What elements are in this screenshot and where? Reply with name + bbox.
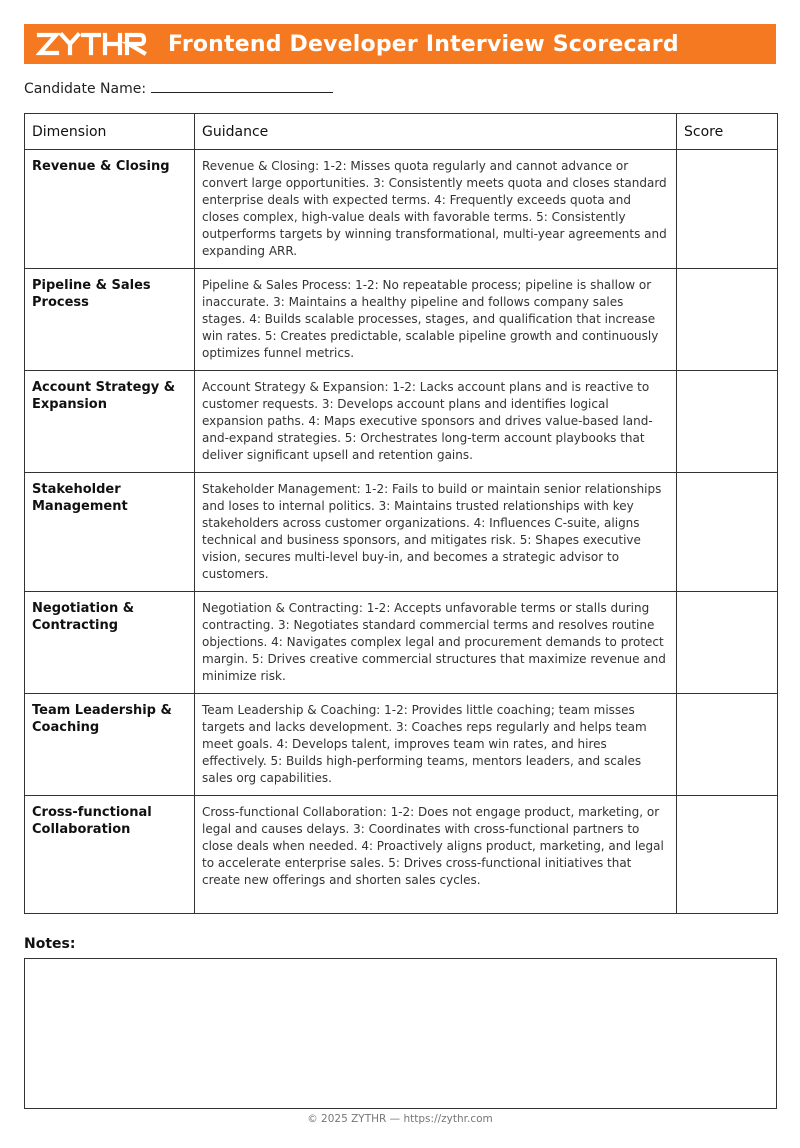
table-row bbox=[25, 371, 778, 473]
score-cell[interactable] bbox=[677, 796, 778, 914]
guidance-cell: Account Strategy & Expansion: 1-2: Lacks account plans and is reactive to customer requests. 3: Develops account plans and identifies logical expansion paths. 4: Maps executive sponsors and drives value-based land-and-expand strategies. 5: Orchestrates long-term account playbooks that deliver significant upsell and retention gains. bbox=[195, 371, 677, 473]
dimension-cell: Revenue & Closing bbox=[25, 150, 195, 269]
table-row bbox=[25, 269, 778, 371]
notes-label: Notes: bbox=[24, 936, 76, 952]
guidance-cell: Cross-functional Collaboration: 1-2: Does not engage product, marketing, or legal and causes delays. 3: Coordinates with cross-functional partners to close deals when needed. 4: Proactively aligns product, marketing, and legal to accelerate enterprise sales. 5: Drives cross-functional initiatives that create new offerings and shorten sales cycles. bbox=[195, 796, 677, 914]
zythr-logo-mark bbox=[36, 30, 148, 58]
guidance-cell: Pipeline & Sales Process: 1-2: No repeatable process; pipeline is shallow or inaccurate. 3: Maintains a healthy pipeline and follows company sales stages. 4: Builds scalable processes, stages, and qualification that increase win rates. 5: Creates predictable, scalable pipeline growth and continuously optimizes funnel metrics. bbox=[195, 269, 677, 371]
guidance-cell: Negotiation & Contracting: 1-2: Accepts unfavorable terms or stalls during contracting. 3: Negotiates standard commercial terms and resolves routine objections. 4: Navigates complex legal and procurement demands to protect margin. 5: Drives creative commercial structures that maximize revenue and minimize risk. bbox=[195, 592, 677, 694]
score-cell[interactable] bbox=[677, 269, 778, 371]
table-row bbox=[25, 694, 778, 796]
dimension-cell: Account Strategy & Expansion bbox=[25, 371, 195, 473]
score-cell[interactable] bbox=[677, 371, 778, 473]
page-title: Frontend Developer Interview Scorecard bbox=[168, 31, 679, 57]
dimension-cell: Pipeline & Sales Process bbox=[25, 269, 195, 371]
table-row bbox=[25, 796, 778, 914]
dimension-cell: Stakeholder Management bbox=[25, 473, 195, 592]
table-row bbox=[25, 473, 778, 592]
scorecard-table bbox=[24, 113, 778, 914]
score-cell[interactable] bbox=[677, 694, 778, 796]
table-header-row bbox=[25, 114, 778, 150]
score-cell[interactable] bbox=[677, 150, 778, 269]
dimension-column-header: Dimension bbox=[25, 114, 195, 150]
guidance-column-header: Guidance bbox=[195, 114, 677, 150]
candidate-name-line[interactable] bbox=[151, 78, 333, 93]
score-column-header: Score bbox=[677, 114, 778, 150]
footer-copyright: © 2025 ZYTHR — https://zythr.com bbox=[307, 1113, 493, 1125]
score-cell[interactable] bbox=[677, 473, 778, 592]
dimension-cell: Team Leadership & Coaching bbox=[25, 694, 195, 796]
zythr-logo bbox=[36, 24, 148, 64]
table-row bbox=[25, 150, 778, 269]
dimension-cell: Negotiation & Contracting bbox=[25, 592, 195, 694]
guidance-cell: Stakeholder Management: 1-2: Fails to build or maintain senior relationships and loses to internal politics. 3: Maintains trusted relationships with key stakeholders across customer organizations. 4: Influences C-suite, aligns technical and business sponsors, and mitigates risk. 5: Shapes executive vision, secures multi-level buy-in, and becomes a strategic advisor to customers. bbox=[195, 473, 677, 592]
score-cell[interactable] bbox=[677, 592, 778, 694]
notes-box[interactable] bbox=[24, 958, 777, 1109]
header-banner bbox=[24, 24, 776, 64]
candidate-name-field bbox=[24, 78, 333, 97]
guidance-cell: Revenue & Closing: 1-2: Misses quota regularly and cannot advance or convert large opportunities. 3: Consistently meets quota and closes standard enterprise deals with expected terms. 4: Frequently exceeds quota and closes complex, high-value deals with favorable terms. 5: Consistently outperforms targets by winning transformational, multi-year agreements and expanding ARR. bbox=[195, 150, 677, 269]
table-row bbox=[25, 592, 778, 694]
guidance-cell: Team Leadership & Coaching: 1-2: Provides little coaching; team misses targets and lacks development. 3: Coaches reps regularly and helps team meet goals. 4: Develops talent, improves team win rates, and hires effectively. 5: Builds high-performing teams, mentors leaders, and scales sales org capabilities. bbox=[195, 694, 677, 796]
dimension-cell: Cross-functional Collaboration bbox=[25, 796, 195, 914]
candidate-name-label: Candidate Name: bbox=[24, 81, 147, 97]
